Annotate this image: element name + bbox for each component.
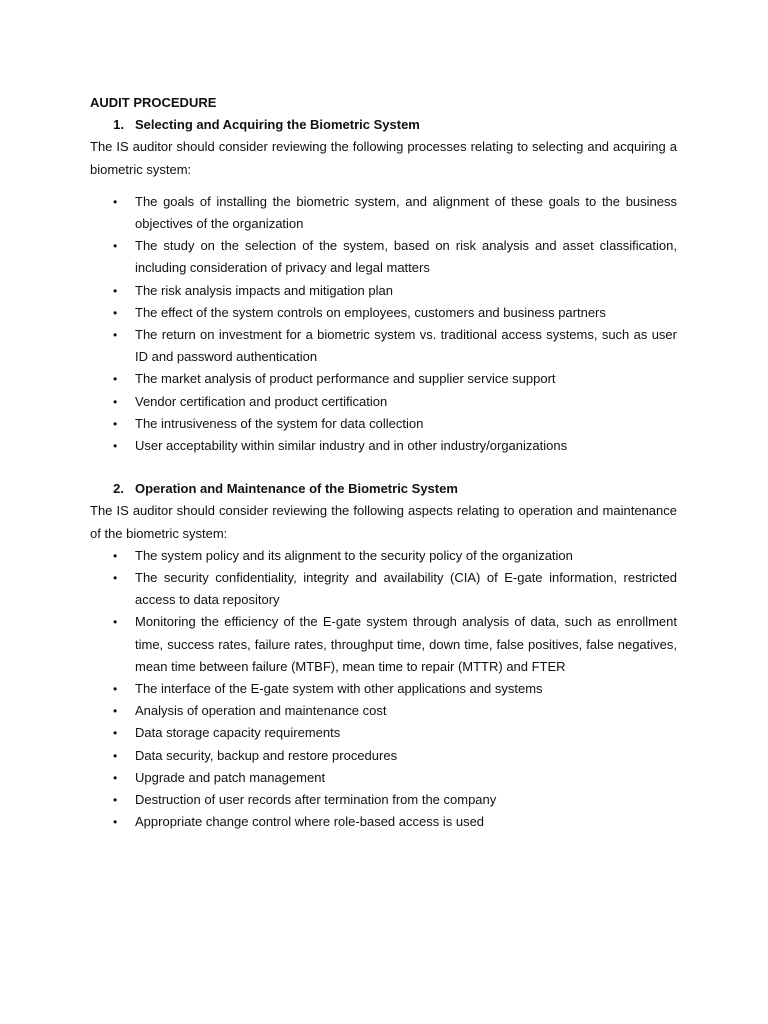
- bullet-icon: •: [113, 372, 118, 387]
- bullet-icon: •: [113, 328, 118, 343]
- list-item: [90, 567, 677, 611]
- list-item-text: The intrusiveness of the system for data collection: [135, 415, 424, 431]
- list-item: [90, 191, 677, 235]
- list-item-text: The effect of the system controls on employees, customers and business partners: [135, 304, 606, 320]
- bullet-icon: •: [113, 439, 118, 454]
- list-item: [90, 235, 677, 279]
- document-page: [90, 92, 677, 834]
- list-item: [90, 545, 677, 567]
- list-item: [90, 368, 677, 390]
- list-item: [90, 722, 677, 744]
- section-1-title: Selecting and Acquiring the Biometric System: [135, 117, 420, 133]
- section-2-number: 2.: [113, 481, 124, 497]
- bullet-icon: •: [113, 793, 118, 808]
- bullet-icon: •: [113, 770, 118, 785]
- bullet-icon: •: [113, 394, 118, 409]
- bullet-icon: •: [113, 748, 118, 763]
- list-item-text: Analysis of operation and maintenance cost: [135, 703, 387, 719]
- list-item: [90, 435, 677, 457]
- list-item: [90, 767, 677, 789]
- list-item-text: Data security, backup and restore procedures: [135, 747, 398, 763]
- list-item: [90, 678, 677, 700]
- section-1-bullet-list: [90, 191, 677, 457]
- bullet-icon: •: [113, 239, 118, 254]
- list-item-text: Appropriate change control where role-based access is used: [135, 814, 485, 830]
- section-2-bullet-list: [90, 545, 677, 834]
- section-1: [90, 114, 677, 457]
- section-2-title: Operation and Maintenance of the Biometric System: [135, 481, 458, 497]
- list-item-text: The return on investment for a biometric system vs. traditional access systems, such as user ID and password authentication: [135, 327, 677, 365]
- list-item-text: Vendor certification and product certification: [135, 393, 388, 409]
- bullet-icon: •: [113, 726, 118, 741]
- list-item: [90, 413, 677, 435]
- bullet-icon: •: [113, 682, 118, 697]
- list-item-text: Data storage capacity requirements: [135, 725, 341, 741]
- list-item-text: The goals of installing the biometric system, and alignment of these goals to the business objectives of the organization: [135, 193, 677, 232]
- list-item-text: Destruction of user records after termination from the company: [135, 792, 497, 808]
- section-2-heading: [90, 478, 677, 500]
- list-item-text: The interface of the E-gate system with other applications and systems: [135, 681, 543, 697]
- bullet-icon: •: [113, 416, 118, 431]
- bullet-icon: •: [113, 305, 118, 320]
- list-item: [90, 745, 677, 767]
- list-item: [90, 302, 677, 324]
- section-1-heading: [90, 114, 677, 136]
- bullet-icon: •: [113, 571, 118, 586]
- section-1-intro: The IS auditor should consider reviewing the following processes relating to selecting and acquiring a biometric system:: [90, 139, 677, 177]
- list-item: [90, 789, 677, 811]
- list-item: [90, 700, 677, 722]
- bullet-icon: •: [113, 815, 118, 830]
- section-2-intro: The IS auditor should consider reviewing the following aspects relating to operation and maintenance of the biometric system:: [90, 503, 677, 541]
- list-item: [90, 811, 677, 833]
- list-item-text: User acceptability within similar industry and in other industry/organizations: [135, 438, 568, 454]
- bullet-icon: •: [113, 548, 118, 563]
- bullet-icon: •: [113, 283, 118, 298]
- list-item-text: The study on the selection of the system, based on risk analysis and asset classification, including consideration of privacy and legal matters: [135, 238, 677, 276]
- bullet-icon: •: [113, 704, 118, 719]
- list-item-text: The security confidentiality, integrity and availability (CIA) of E-gate information, restricted access to data repository: [135, 570, 677, 608]
- list-item: [90, 391, 677, 413]
- list-item: [90, 280, 677, 302]
- section-1-number: 1.: [113, 117, 124, 133]
- list-item-text: The risk analysis impacts and mitigation plan: [135, 282, 393, 298]
- list-item: [90, 324, 677, 368]
- document-title: AUDIT PROCEDURE: [90, 95, 217, 110]
- list-item-text: The system policy and its alignment to the security policy of the organization: [135, 547, 573, 563]
- section-2: [90, 478, 677, 833]
- list-item-text: The market analysis of product performance and supplier service support: [135, 371, 556, 387]
- list-item-text: Monitoring the efficiency of the E-gate system through analysis of data, such as enrollment time, success rates, failure rates, throughput time, down time, false positives, false negatives, mean time between failure (MTBF), mean time to repair (MTTR) and FTER: [135, 614, 677, 674]
- bullet-icon: •: [113, 615, 118, 630]
- bullet-icon: •: [113, 194, 118, 209]
- list-item-text: Upgrade and patch management: [135, 769, 326, 785]
- list-item: [90, 611, 677, 678]
